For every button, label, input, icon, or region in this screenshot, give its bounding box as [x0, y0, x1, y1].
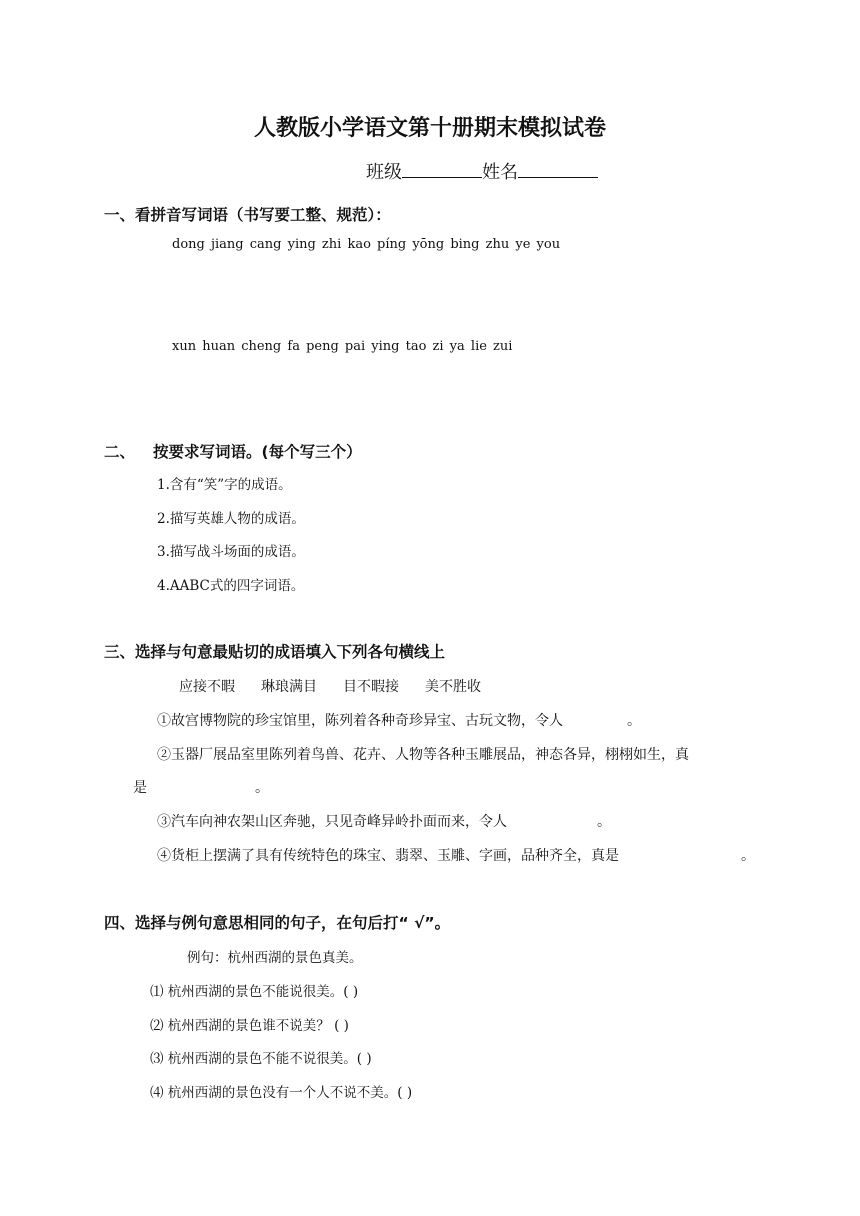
- option-4: 美不胜收: [425, 679, 481, 695]
- section-2-number: 二、: [104, 443, 136, 461]
- student-info-line: [366, 158, 598, 184]
- section-1-heading: 一、看拼音写词语（书写要工整、规范）：: [104, 206, 391, 224]
- s2-item-1: 1.含有“笑”字的成语。: [157, 477, 292, 493]
- section-3-heading: 三、选择与句意最贴切的成语填入下列各句横线上: [104, 643, 446, 661]
- name-label: 姓名: [482, 162, 518, 183]
- s3-question-2-line-2: 是 。: [133, 780, 269, 796]
- pinyin-row-2: xun huan cheng fa peng pai ying tao zi ya lie zui: [172, 339, 513, 354]
- s3-question-1: ①故宫博物院的珍宝馆里，陈列着各种奇珍异宝、古玩文物，令人 。: [157, 713, 641, 729]
- s2-item-2: 2.描写英雄人物的成语。: [157, 511, 305, 527]
- s2-item-4: 4.AABC式的四字词语。: [157, 578, 305, 594]
- class-label: 班级: [366, 162, 402, 183]
- name-blank[interactable]: [518, 161, 598, 178]
- option-2: 琳琅满目: [261, 679, 317, 695]
- page-title: 人教版小学语文第十册期末模拟试卷: [253, 116, 606, 141]
- pinyin-row-1: dong jiang cang ying zhi kao píng yōng bing zhu ye you: [172, 237, 561, 252]
- section-2-title: 按要求写词语。(每个写三个）: [153, 443, 362, 461]
- s3-question-3: ③汽车向神农架山区奔驰，只见奇峰异岭扑面而来，令人 。: [157, 814, 611, 830]
- s3-question-2-line-1: ②玉器厂展品室里陈列着鸟兽、花卉、人物等各种玉雕展品，神态各异，栩栩如生，真: [157, 747, 689, 763]
- option-3: 目不暇接: [343, 679, 399, 695]
- section-2-heading: [104, 440, 362, 462]
- section-4-heading: 四、选择与例句意思相同的句子，在句后打“ √”。: [104, 914, 451, 932]
- class-blank[interactable]: [402, 161, 482, 178]
- s4-item-1: ⑴ 杭州西湖的景色不能说很美。( ): [150, 984, 359, 1000]
- s4-item-4: ⑷ 杭州西湖的景色没有一个人不说不美。( ): [150, 1085, 413, 1101]
- s4-item-2: ⑵ 杭州西湖的景色谁不说美？ ( ): [150, 1018, 349, 1034]
- s4-item-3: ⑶ 杭州西湖的景色不能不说很美。( ): [150, 1051, 372, 1067]
- example-sentence: 例句：杭州西湖的景色真美。: [187, 950, 363, 966]
- option-1: 应接不暇: [179, 679, 235, 695]
- idiom-options: [179, 676, 481, 696]
- s2-item-3: 3.描写战斗场面的成语。: [157, 544, 305, 560]
- s3-question-4: ④货柜上摆满了具有传统特色的珠宝、翡翠、玉雕、字画，品种齐全，真是 。: [157, 848, 755, 864]
